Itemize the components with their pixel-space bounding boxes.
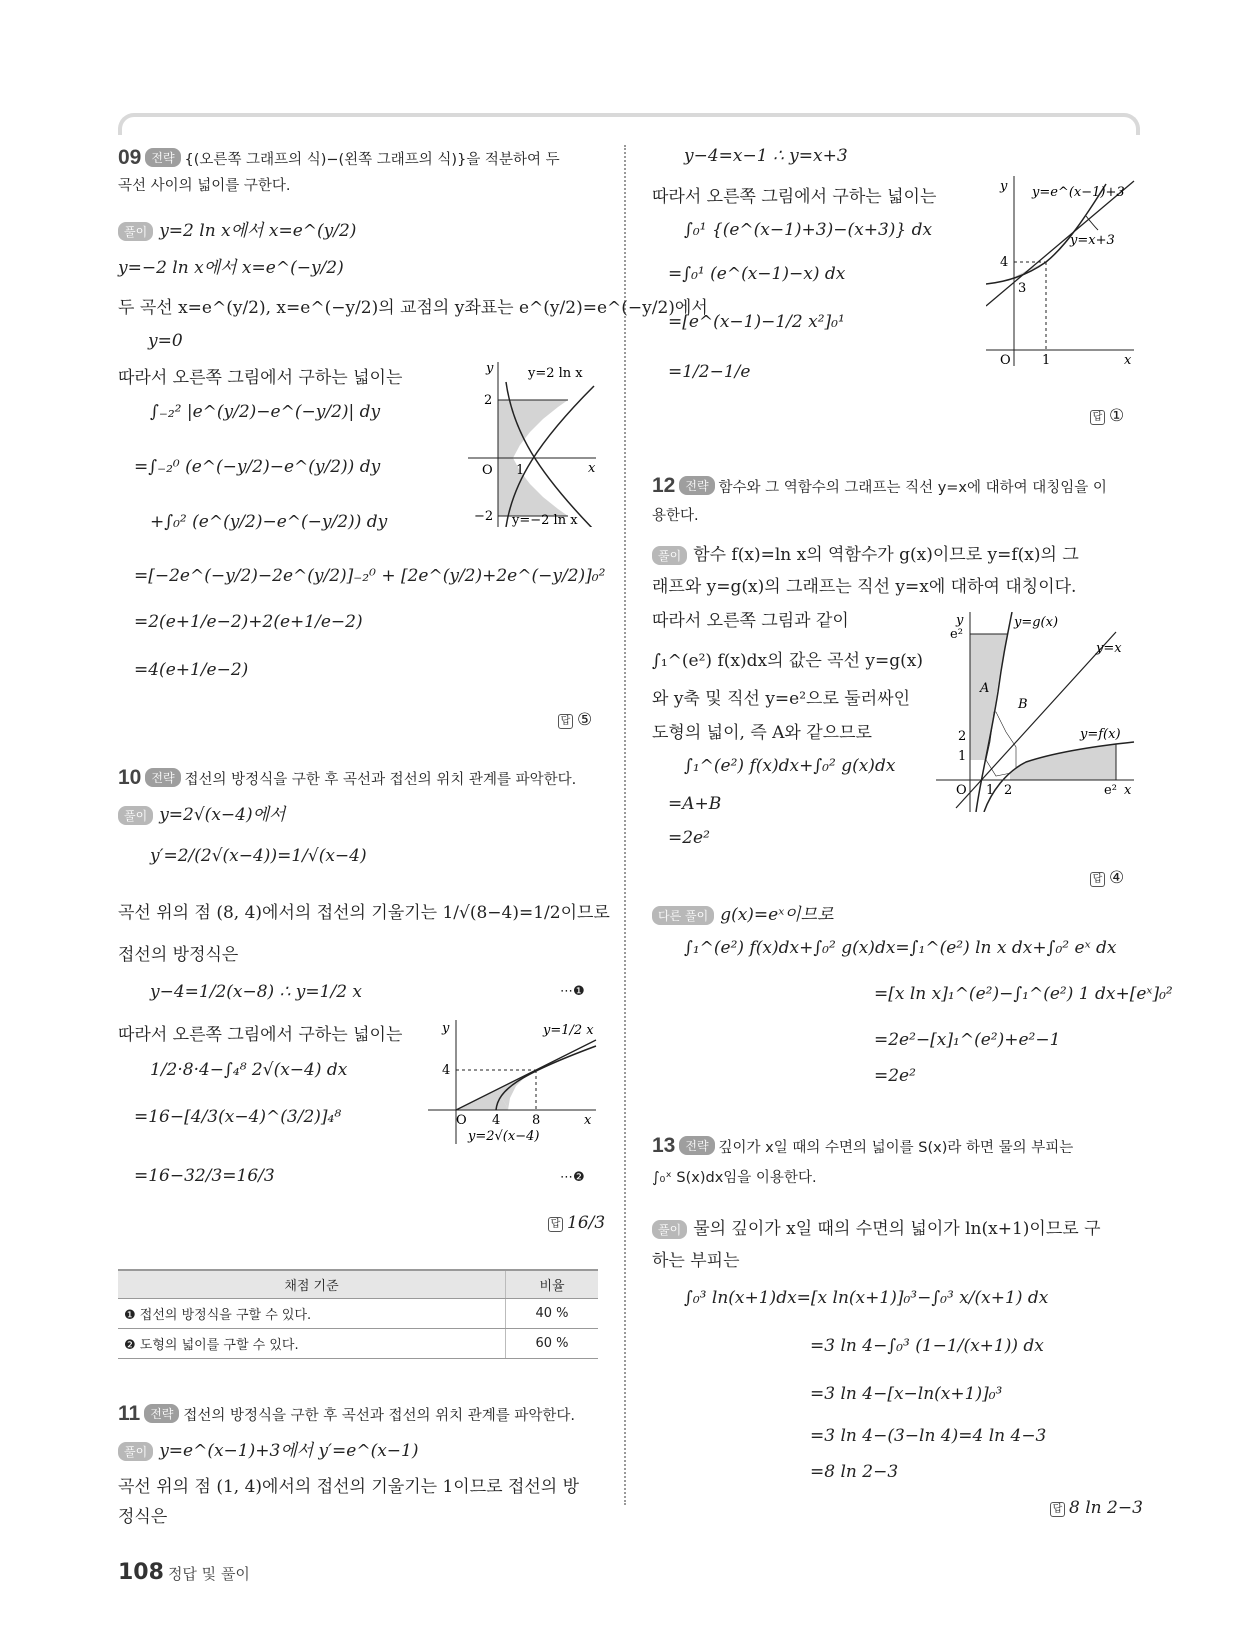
- column-divider: [624, 145, 626, 1505]
- answer-icon: 답: [1050, 1502, 1065, 1517]
- axis-label: y: [956, 613, 964, 628]
- strategy-text-cont: 용한다.: [652, 508, 699, 524]
- strategy-tag: 전략: [145, 148, 180, 167]
- problem-09-header: [118, 146, 560, 170]
- strategy-tag: 전략: [679, 476, 714, 495]
- tick-label: 8: [532, 1113, 541, 1128]
- region-label: A: [980, 681, 990, 696]
- label: y=2 ln x: [528, 366, 583, 381]
- origin-label: O: [482, 463, 493, 478]
- equation: =3 ln 4−∫₀³ (1−1/(x+1)) dx: [810, 1336, 1044, 1356]
- solution-line: [652, 1214, 1101, 1239]
- tick-label: 4: [442, 1063, 451, 1078]
- equation: y=e^(x−1)+3에서 y′=e^(x−1): [159, 1441, 419, 1461]
- equation: ∫₁^(e²) f(x)dx+∫₀² g(x)dx=∫₁^(e²) ln x dx+∫₀² eˣ dx: [684, 938, 1117, 958]
- strategy-tag: 전략: [679, 1136, 714, 1155]
- page-number: 108: [118, 1560, 164, 1585]
- solution-line: [652, 540, 1079, 565]
- solution-tag: 풀이: [652, 546, 687, 565]
- tick-label: 1: [1042, 353, 1051, 366]
- tick-label: 2: [958, 729, 967, 744]
- text-line: 곡선 위의 점 (1, 4)에서의 접선의 기울기는 1이므로 접선의 방: [118, 1477, 580, 1497]
- axis-label: x: [1124, 783, 1132, 798]
- origin-label: O: [456, 1113, 467, 1128]
- equation: =3 ln 4−(3−ln 4)=4 ln 4−3: [810, 1426, 1047, 1446]
- label: y=x+3: [1070, 233, 1115, 248]
- graph-12: [936, 612, 1136, 812]
- step-marker: ⋯❷: [560, 1170, 585, 1185]
- equation: =∫₀¹ (e^(x−1)−x) dx: [668, 264, 846, 284]
- equation: ∫₀¹ {(e^(x−1)+3)−(x+3)} dx: [684, 220, 933, 240]
- step-marker: ⋯❶: [560, 984, 585, 999]
- axis-label: x: [584, 1113, 592, 1128]
- equation: +∫₀² (e^(y/2)−e^(−y/2)) dy: [150, 512, 388, 532]
- tick-label: 2: [484, 393, 493, 408]
- problem-11-header: [118, 1402, 575, 1426]
- strategy-text: 함수와 그 역함수의 그래프는 직선 y=x에 대하여 대칭임을 이: [718, 480, 1107, 496]
- table-cell: ❶ 접선의 방정식을 구할 수 있다.: [118, 1299, 506, 1329]
- text-line: 따라서 오른쪽 그림에서 구하는 넓이는: [118, 1025, 403, 1045]
- strategy-text: {(오른쪽 그래프의 식)−(왼쪽 그래프의 식)}을 적분하여 두: [184, 152, 560, 168]
- answer-value: ⑤: [577, 710, 593, 730]
- equation: =2e²: [668, 828, 710, 848]
- equation: ∫₁^(e²) f(x)dx+∫₀² g(x)dx: [684, 756, 896, 776]
- answer-value: ④: [1109, 868, 1125, 888]
- equation: y′=2/(2√(x−4))=1/√(x−4): [150, 846, 367, 866]
- equation: =2e²−[x]₁^(e²)+e²−1: [874, 1030, 1061, 1050]
- label: y=g(x): [1014, 615, 1059, 630]
- equation: =[−2e^(−y/2)−2e^(y/2)]₋₂⁰ + [2e^(y/2)+2e^(−y/2)]₀²: [134, 566, 606, 586]
- strategy-text: 접선의 방정식을 구한 후 곡선과 접선의 위치 관계를 파악한다.: [184, 772, 577, 788]
- answer-icon: 답: [558, 714, 573, 729]
- text-line: 따라서 오른쪽 그림과 같이: [652, 611, 849, 631]
- tick-label: 4: [1000, 255, 1009, 270]
- text-line: 따라서 오른쪽 그림에서 구하는 넓이는: [118, 368, 403, 388]
- problem-number: 12: [652, 474, 676, 497]
- answer-value: 8 ln 2−3: [1069, 1498, 1143, 1518]
- answer: [1050, 1498, 1143, 1518]
- equation: =4(e+1/e−2): [134, 660, 249, 680]
- tick-label: e²: [1104, 783, 1117, 798]
- solution-tag: 풀이: [118, 222, 153, 241]
- problem-10-header: [118, 766, 576, 790]
- answer: [1090, 406, 1124, 426]
- axis-label: y: [486, 362, 494, 376]
- solution-tag: 풀이: [652, 1220, 687, 1239]
- answer: [548, 1213, 605, 1233]
- equation: =2(e+1/e−2)+2(e+1/e−2): [134, 612, 363, 632]
- table-row: [118, 1299, 598, 1329]
- strategy-tag: 전략: [144, 1404, 179, 1423]
- text-line: 함수 f(x)=ln x의 역함수가 g(x)이므로 y=f(x)의 그: [693, 545, 1079, 565]
- tick-label: 3: [1018, 281, 1027, 296]
- equation: y−4=x−1 ∴ y=x+3: [684, 146, 848, 166]
- graph-09: [468, 362, 598, 527]
- label: y=x: [1096, 641, 1122, 656]
- equation: y=2 ln x에서 x=e^(y/2): [159, 221, 357, 241]
- curve: [496, 1046, 596, 1110]
- text-line: 정식은: [118, 1507, 168, 1527]
- equation: =∫₋₂⁰ (e^(−y/2)−e^(y/2)) dy: [134, 457, 381, 477]
- answer-icon: 답: [1090, 410, 1105, 425]
- equation: =2e²: [874, 1066, 916, 1086]
- shaded-region: [498, 400, 568, 458]
- text-line: 곡선 위의 점 (8, 4)에서의 접선의 기울기는 1/√(8−4)=1/2이므로: [118, 903, 610, 923]
- problem-number: 09: [118, 146, 142, 169]
- tick-label: 1: [516, 463, 525, 478]
- solution-tag: 풀이: [118, 806, 153, 825]
- text-line: 래프와 y=g(x)의 그래프는 직선 y=x에 대하여 대칭이다.: [652, 577, 1077, 597]
- strategy-tag: 전략: [145, 768, 180, 787]
- answer-icon: 답: [1090, 872, 1105, 887]
- text-line: 와 y축 및 직선 y=e²으로 둘러싸인: [652, 689, 910, 709]
- header-rule: [118, 113, 1140, 135]
- equation: =1/2−1/e: [668, 362, 751, 382]
- shaded-region: [498, 458, 568, 516]
- strategy-text-cont: ∫₀ˣ S(x)dx임을 이용한다.: [652, 1170, 817, 1186]
- equation: 1/2·8·4−∫₄⁸ 2√(x−4) dx: [150, 1060, 348, 1080]
- graph-11: [986, 176, 1136, 366]
- equation: =[x ln x]₁^(e²)−∫₁^(e²) 1 dx+[eˣ]₀²: [874, 984, 1173, 1004]
- solution-line: [118, 1436, 419, 1461]
- tick-label: 1: [986, 783, 995, 798]
- problem-number: 10: [118, 766, 142, 789]
- answer-value: ①: [1109, 406, 1125, 426]
- alt-solution-tag: 다른 풀이: [652, 906, 714, 925]
- tick-label: 1: [958, 749, 967, 764]
- axis-label: x: [588, 461, 596, 476]
- text-line: 물의 깊이가 x일 때의 수면의 넓이가 ln(x+1)이므로 구: [693, 1219, 1101, 1239]
- equation: =16−32/3=16/3: [134, 1166, 275, 1186]
- equation: y=2√(x−4)에서: [159, 805, 286, 825]
- equation: =[e^(x−1)−1/2 x²]₀¹: [668, 312, 845, 332]
- equation: =A+B: [668, 794, 722, 814]
- equation: ∫₀³ ln(x+1)dx=[x ln(x+1)]₀³−∫₀³ x/(x+1) dx: [684, 1288, 1049, 1308]
- table-row: [118, 1329, 598, 1359]
- equation: ∫₋₂² |e^(y/2)−e^(−y/2)| dy: [150, 402, 381, 422]
- axis-label: x: [1124, 353, 1132, 366]
- table-cell: ❷ 도형의 넓이를 구할 수 있다.: [118, 1329, 506, 1359]
- text-line: ∫₁^(e²) f(x)dx의 값은 곡선 y=g(x): [652, 651, 923, 671]
- leader-line: [1086, 216, 1098, 230]
- tick-label: 4: [492, 1113, 501, 1128]
- axis-label: y: [442, 1021, 450, 1036]
- answer-icon: 답: [548, 1217, 563, 1232]
- table-header: 채점 기준: [118, 1270, 506, 1299]
- tick-label: e²: [950, 627, 963, 642]
- problem-number: 13: [652, 1134, 676, 1157]
- text-line: 따라서 오른쪽 그림에서 구하는 넓이는: [652, 187, 937, 207]
- answer-value: 16/3: [567, 1213, 606, 1233]
- tangent-line: [456, 1040, 596, 1110]
- tick-label: 2: [1004, 783, 1013, 798]
- table-cell: 60 %: [506, 1329, 599, 1359]
- label: y=e^(x−1)+3: [1032, 185, 1125, 200]
- text-line: 두 곡선 x=e^(y/2), x=e^(−y/2)의 교점의 y좌표는 e^(y/2)=e^(−y/2)에서: [118, 298, 708, 318]
- solution-tag: 풀이: [118, 1442, 153, 1461]
- problem-12-header: [652, 474, 1107, 498]
- problem-13-header: [652, 1134, 1073, 1158]
- equation: =8 ln 2−3: [810, 1462, 899, 1482]
- strategy-text: 깊이가 x일 때의 수면의 넓이를 S(x)라 하면 물의 부피는: [718, 1140, 1074, 1156]
- tick-label: −2: [474, 509, 494, 524]
- origin-label: O: [1000, 353, 1011, 366]
- table-cell: 40 %: [506, 1299, 599, 1329]
- axis-label: y: [1000, 179, 1008, 194]
- graph-10: [428, 1020, 598, 1145]
- label: y=−2 ln x: [512, 513, 578, 527]
- equation: =16−[4/3(x−4)^(3/2)]₄⁸: [134, 1107, 342, 1127]
- strategy-text-cont: 곡선 사이의 넓이를 구한다.: [118, 178, 291, 194]
- equation: y−4=1/2(x−8) ∴ y=1/2 x: [150, 982, 363, 1002]
- equation: y=−2 ln x에서 x=e^(−y/2): [118, 258, 344, 278]
- label: y=f(x): [1080, 727, 1121, 742]
- origin-label: O: [956, 783, 967, 798]
- text-line: 하는 부피는: [652, 1251, 740, 1271]
- answer: [558, 710, 592, 730]
- text-line: 접선의 방정식은: [118, 945, 239, 965]
- page-footer: [118, 1560, 250, 1585]
- label: y=2√(x−4): [468, 1129, 540, 1144]
- alt-solution-line: [652, 900, 834, 925]
- equation: g(x)=eˣ이므로: [720, 905, 834, 925]
- answer: [1090, 868, 1124, 888]
- equation: y=0: [148, 331, 183, 351]
- label: y=1/2 x: [543, 1023, 594, 1038]
- section-label: 정답 및 풀이: [167, 1565, 250, 1583]
- equation: =3 ln 4−[x−ln(x+1)]₀³: [810, 1384, 1003, 1404]
- region-label: B: [1018, 697, 1028, 712]
- strategy-text: 접선의 방정식을 구한 후 곡선과 접선의 위치 관계를 파악한다.: [183, 1408, 576, 1424]
- solution-line: [118, 800, 285, 825]
- solution-line: [118, 216, 356, 241]
- grading-table: [118, 1269, 598, 1359]
- problem-number: 11: [118, 1402, 141, 1425]
- table-header: 비율: [506, 1270, 599, 1299]
- text-line: 도형의 넓이, 즉 A와 같으므로: [652, 723, 872, 743]
